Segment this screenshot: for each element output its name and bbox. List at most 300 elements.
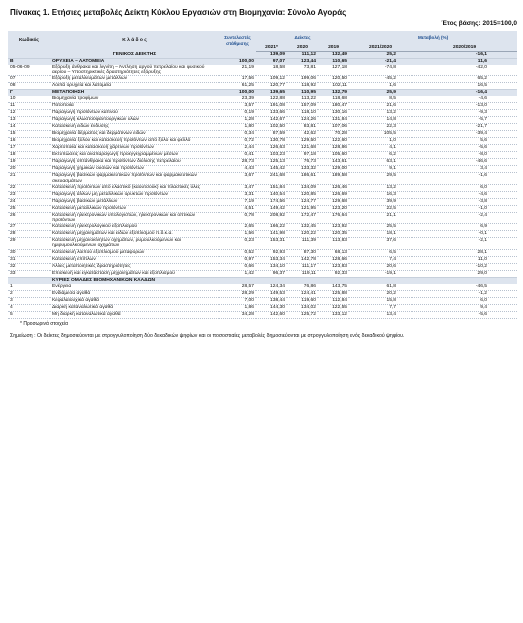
cell-sector: Εκτυπώσεις και αναπαραγωγή προεγγεγραμμένων μέσων — [50, 152, 219, 159]
cell-index-2020: 134,09 — [287, 184, 318, 191]
table-row — [8, 166, 517, 173]
cell-index-2019: 112,84 — [318, 297, 349, 304]
cell-weight: 3,31 — [219, 191, 256, 198]
cell-change-2020-2019: -10,2 — [412, 263, 517, 270]
cell-change-2021-2020: 61,8 — [349, 284, 412, 291]
cell-index-2019: 127,18 — [318, 65, 349, 76]
cell-sector: Κατασκευή μεταλλικών προϊόντων — [50, 205, 219, 212]
cell-code: 2 — [8, 290, 50, 297]
table-row — [8, 263, 517, 270]
cell-change-2020-2019: -5,6 — [412, 145, 517, 152]
cell-change-2021-2020: 1,6 — [349, 83, 412, 90]
header-2020-2019: 2020/2019 — [412, 44, 517, 52]
table-row — [8, 238, 517, 249]
cell-change-2020-2019: 11,0 — [412, 256, 517, 263]
cell-weight: 0,41 — [219, 152, 256, 159]
cell-index-2021: 139,65 — [256, 90, 287, 97]
cell-index-2021: 120,77 — [256, 83, 287, 90]
cell-change-2020-2019: -3,8 — [412, 198, 517, 205]
table-row — [8, 198, 517, 205]
cell-index-2020: 124,26 — [287, 117, 318, 124]
cell-code: 07 — [8, 76, 50, 83]
cell-sector: Λοιπά ορυχεία και λατομεία — [50, 83, 219, 90]
cell-sector: Κατασκευή μηχανοκίνητων οχημάτων, ρυμουλκούμενων και ημιρυμουλκούμενων οχημάτων — [50, 238, 219, 249]
cell-sector: Κατασκευή λοιπού εξοπλισμού μεταφορών — [50, 249, 219, 256]
cell-code: Γ — [8, 90, 50, 97]
cell-change-2021-2020: -45,2 — [349, 76, 412, 83]
cell-index-2021: 124,34 — [256, 284, 287, 291]
cell-code: 17 — [8, 145, 50, 152]
cell-index-2021: 102,50 — [256, 124, 287, 131]
cell-index-2019: 126,69 — [318, 191, 349, 198]
table-row — [8, 83, 517, 90]
cell-weight: 1,56 — [219, 231, 256, 238]
cell-sector: Παραγωγή κλωστοϋφαντουργικών υλών — [50, 117, 219, 124]
cell-code: 14 — [8, 124, 50, 131]
cell-sector: Κατασκευή ηλεκτρολογικού εξοπλισμού — [50, 224, 219, 231]
cell-index-2020: 118,92 — [287, 83, 318, 90]
cell-change-2020-2019: -0,1 — [412, 231, 517, 238]
cell-index-2020: 172,47 — [287, 212, 318, 223]
cell-sector: Βιομηχανία δέρματος και δερμάτινων ειδών — [50, 131, 219, 138]
cell-change-2021-2020: 21,1 — [349, 212, 412, 223]
cell-change-2020-2019: 5,6 — [412, 138, 517, 145]
cell-index-2020: 119,11 — [287, 270, 318, 277]
table-row — [8, 297, 517, 304]
cell-index-2019: 128,86 — [318, 145, 349, 152]
cell-change-2021-2020: 14,8 — [349, 117, 412, 124]
cell-index-2021: 92,93 — [256, 249, 287, 256]
cell-index-2021: 133,66 — [256, 110, 287, 117]
cell-sector: Εξόρυξη μεταλλευμάτων μετάλλων — [50, 76, 219, 83]
footnote: Σημείωση : Οι δείκτες δημοσιεύονται με στρογγυλοποίηση δύο δεκαδικών ψηφίων και οι ποσοστιαίες μεταβολές δημοσιεύονται με στρογγυλοποίηση ενός δεκαδικού ψηφίου. — [10, 333, 405, 339]
cell-weight: 34,28 — [219, 311, 256, 318]
cell-change-2020-2019: 16,5 — [412, 83, 517, 90]
cell-index-2021: 87,59 — [256, 131, 287, 138]
cell-code: 26 — [8, 212, 50, 223]
cell-change-2021-2020: 37,6 — [349, 238, 412, 249]
base-year: Έτος βάσης: 2015=100,0 — [441, 20, 517, 27]
cell-change-2020-2019: -16,4 — [412, 90, 517, 97]
cell-sector: Επισκευή και εγκατάσταση μηχανημάτων και εξοπλισμού — [50, 270, 219, 277]
cell-change-2020-2019: -2,4 — [412, 212, 517, 223]
cell-weight: 0,97 — [219, 256, 256, 263]
cell-sector: ΚΥΡΙΕΣ ΟΜΑΔΕΣ ΒΙΟΜΗΧΑΝΙΚΩΝ ΚΛΑΔΩΝ — [50, 277, 219, 284]
table-row — [8, 205, 517, 212]
cell-change-2021-2020: 25,9 — [349, 90, 412, 97]
cell-index-2019: 122,55 — [318, 304, 349, 311]
cell-index-2020: 111,39 — [287, 238, 318, 249]
cell-weight: 0,34 — [219, 131, 256, 138]
cell-index-2020: 132,45 — [287, 224, 318, 231]
cell-sector: Κατασκευή προϊόντων από ελαστικό (καουτσούκ) και πλαστικές ύλες — [50, 184, 219, 191]
cell-index-2019: 128,66 — [318, 256, 349, 263]
cell-code: 16 — [8, 138, 50, 145]
cell-weight: 0,19 — [219, 110, 256, 117]
cell-change-2020-2019: -1,2 — [412, 290, 517, 297]
cell-index-2019: 123,83 — [318, 263, 349, 270]
cell-change-2020-2019: 65,2 — [412, 76, 517, 83]
cell-change-2021-2020: 105,5 — [349, 131, 412, 138]
cell-sector: Παραγωγή οπτάνθρακα και προϊόντων διύλισης πετρελαίου — [50, 159, 219, 166]
cell-index-2020: 119,60 — [287, 297, 318, 304]
cell-change-2020-2019: -4,6 — [412, 96, 517, 103]
header-2020: 2020 — [287, 44, 318, 52]
cell-weight: 3,57 — [219, 103, 256, 110]
cell-sector: Κεφαλαιουχικά αγαθά — [50, 297, 219, 304]
cell-change-2021-2020: 20,6 — [349, 263, 412, 270]
cell-index-2021: 174,56 — [256, 198, 287, 205]
total-row — [8, 52, 517, 59]
cell-sector: ΜΕΤΑΠΟΙΗΣΗ — [50, 90, 219, 97]
cell-weight: 100,00 — [219, 90, 256, 97]
cell-index-2021: 96,37 — [256, 270, 287, 277]
cell-index-2020: 73,81 — [287, 65, 318, 76]
cell-weight — [219, 52, 256, 59]
cell-index-2021: 141,98 — [256, 231, 287, 238]
cell-code: 20 — [8, 166, 50, 173]
cell-index-2019: 122,60 — [318, 138, 349, 145]
table-row — [8, 290, 517, 297]
cell-change-2021-2020: 15,8 — [349, 297, 412, 304]
cell-weight: 28,73 — [219, 159, 256, 166]
cell-index-2019: 105,60 — [318, 152, 349, 159]
cell-index-2019: 126,46 — [318, 184, 349, 191]
cell-index-2019: 143,75 — [318, 284, 349, 291]
cell-code: 32 — [8, 263, 50, 270]
cell-weight: 0,66 — [219, 263, 256, 270]
cell-code: B — [8, 59, 50, 66]
cell-index-2021: 241,68 — [256, 173, 287, 184]
table-row — [8, 159, 517, 166]
cell-index-2021: 103,23 — [256, 152, 287, 159]
cell-index-2021: 142,60 — [256, 311, 287, 318]
table-body — [8, 52, 517, 319]
cell-sector: Κατασκευή επίπλων — [50, 256, 219, 263]
cell-change-2020-2019: 11,6 — [412, 59, 517, 66]
cell-weight: 1,42 — [219, 270, 256, 277]
cell-index-2021: 97,07 — [256, 59, 287, 66]
table-row — [8, 184, 517, 191]
cell-index-2019: 176,64 — [318, 212, 349, 223]
cell-change-2021-2020: 21,6 — [349, 103, 412, 110]
table-row — [8, 270, 517, 277]
cell-index-2021: 153,31 — [256, 238, 287, 249]
cell-index-2021: 122,88 — [256, 96, 287, 103]
table-row — [8, 124, 517, 131]
cell-index-2019: 132,49 — [318, 52, 349, 59]
table-row — [8, 145, 517, 152]
cell-weight: 2,65 — [219, 224, 256, 231]
cell-index-2019: 133,12 — [318, 311, 349, 318]
cell-index-2021: 109,12 — [256, 76, 287, 83]
cell-weight: 1,80 — [219, 124, 256, 131]
cell-index-2021: 166,22 — [256, 224, 287, 231]
cell-index-2019: 143,61 — [318, 159, 349, 166]
cell-weight: 4,51 — [219, 205, 256, 212]
cell-code: 33 — [8, 270, 50, 277]
cell-change-2020-2019: -16,1 — [412, 52, 517, 59]
cell-index-2020: 142,78 — [287, 256, 318, 263]
table-row — [8, 191, 517, 198]
cell-index-2019: 129,00 — [318, 166, 349, 173]
cell-change-2020-2019: -1,6 — [412, 173, 517, 184]
cell-weight: 28,29 — [219, 290, 256, 297]
cell-index-2019: 92,33 — [318, 270, 349, 277]
cell-sector: Βιομηχανία ξύλου και κατασκευή προϊόντων από ξύλο και φελλό — [50, 138, 219, 145]
cell-weight: 7,00 — [219, 297, 256, 304]
table-row — [8, 65, 517, 76]
cell-index-2021: 139,09 — [256, 52, 287, 59]
cell-weight: 0,78 — [219, 212, 256, 223]
cell-sector: Άλλες μεταποιητικές δραστηριότητες — [50, 263, 219, 270]
cell-change-2021-2020: 13,2 — [349, 110, 412, 117]
cell-code: 1 — [8, 284, 50, 291]
cell-weight: 1,28 — [219, 117, 256, 124]
header-changes: Μεταβολή (%) — [349, 31, 517, 44]
cell-change-2020-2019: 6,9 — [412, 224, 517, 231]
table-row — [8, 131, 517, 138]
table-row — [8, 117, 517, 124]
cell-index-2021: 191,08 — [256, 103, 287, 110]
cell-change-2020-2019: 29,0 — [412, 270, 517, 277]
cell-sector: Παραγωγή βασικών φαρμακευτικών προϊόντων και φαρμακευτικών σκευασμάτων — [50, 173, 219, 184]
cell-index-2020: 87,30 — [287, 249, 318, 256]
cell-code: 15 — [8, 131, 50, 138]
cell-code: 19 — [8, 159, 50, 166]
header-sector: Κ λ ά δ ο ς — [50, 31, 219, 52]
header-indices: Δείκτες — [256, 31, 349, 44]
table-row — [8, 103, 517, 110]
cell-index-2020: 97,18 — [287, 152, 318, 159]
cell-change-2020-2019: -4,6 — [412, 191, 517, 198]
cell-index-2021: 208,92 — [256, 212, 287, 223]
cell-code: 3 — [8, 297, 50, 304]
provisional-note: * Προσωρινά στοιχεία — [20, 321, 69, 327]
cell-index-2020: 121,95 — [287, 205, 318, 212]
cell-change-2021-2020: 4,1 — [349, 145, 412, 152]
cell-code: 24 — [8, 198, 50, 205]
cell-change-2021-2020: -21,4 — [349, 59, 412, 66]
cell-index-2020: 133,32 — [287, 166, 318, 173]
cell-code: 13 — [8, 117, 50, 124]
cell-change-2021-2020: 6,5 — [349, 249, 412, 256]
cell-index-2021: 18,58 — [256, 65, 287, 76]
cell-index-2021: 130,78 — [256, 138, 287, 145]
cell-weight: 23,39 — [219, 96, 256, 103]
cell-change-2021-2020: 25,2 — [349, 52, 412, 59]
cell-weight: 17,56 — [219, 76, 256, 83]
cell-index-2021: 125,13 — [256, 159, 287, 166]
cell-sector: Κατασκευή ειδών ένδυσης — [50, 124, 219, 131]
cell-index-2019: 107,06 — [318, 124, 349, 131]
cell-weight: 21,19 — [219, 65, 256, 76]
cell-code: 18 — [8, 152, 50, 159]
cell-sector: Διαρκή καταναλωτικά αγαθά — [50, 304, 219, 311]
cell-weight: 3,47 — [219, 184, 256, 191]
cell-change-2021-2020: 25,5 — [349, 224, 412, 231]
cell-code: 31 — [8, 256, 50, 263]
cell-sector: Βιομηχανία τροφίμων — [50, 96, 219, 103]
cell-index-2020: 111,17 — [287, 263, 318, 270]
cell-index-2019: 118,68 — [318, 96, 349, 103]
cell-code: 25 — [8, 205, 50, 212]
cell-index-2019: 129,68 — [318, 198, 349, 205]
cell-index-2021: 149,42 — [256, 205, 287, 212]
cell-sector: Ενδιάμεσα αγαθά — [50, 290, 219, 297]
cell-index-2019: 102,11 — [318, 83, 349, 90]
table-row — [8, 231, 517, 238]
cell-code: 12 — [8, 110, 50, 117]
cell-weight: 61,25 — [219, 83, 256, 90]
cell-sector: Εξόρυξη άνθρακα και λιγνίτη – Άντληση αργού πετρελαίου και φυσικού αερίου – Υποστηρικτικές δραστηριότητες εξόρυξης — [50, 65, 219, 76]
cell-weight: 4,43 — [219, 166, 256, 173]
cell-index-2020: 123,44 — [287, 59, 318, 66]
cell-code: 21 — [8, 173, 50, 184]
cell-change-2021-2020: 8,5 — [349, 96, 412, 103]
cell-code: 29 — [8, 238, 50, 249]
cell-weight: 2,44 — [219, 145, 256, 152]
cell-change-2021-2020: 39,9 — [349, 198, 412, 205]
cell-index-2019: 180,47 — [318, 103, 349, 110]
cell-change-2020-2019: -8,0 — [412, 152, 517, 159]
cell-index-2019: 70,28 — [318, 131, 349, 138]
table-title: Πίνακας 1. Ετήσιες μεταβολές Δείκτη Κύκλου Εργασιών στη Βιομηχανία: Σύνολο Αγοράς — [10, 8, 347, 17]
cell-index-2020: 199,06 — [287, 76, 318, 83]
cell-index-2020: 120,22 — [287, 231, 318, 238]
cell-index-2019: 125,88 — [318, 290, 349, 297]
cell-change-2021-2020: 18,1 — [349, 231, 412, 238]
cell-change-2021-2020: 22,3 — [349, 124, 412, 131]
cell-change-2020-2019: 28,1 — [412, 249, 517, 256]
header-2021: 2021* — [256, 44, 287, 52]
cell-change-2020-2019: -46,5 — [412, 284, 517, 291]
cell-sector: Ποτοποιία — [50, 103, 219, 110]
cell-change-2020-2019: 6,0 — [412, 184, 517, 191]
cell-change-2020-2019: -13,0 — [412, 103, 517, 110]
cell-index-2021: 142,67 — [256, 117, 287, 124]
cell-index-2019: 68,13 — [318, 249, 349, 256]
table-row — [8, 256, 517, 263]
cell-change-2020-2019: -42,0 — [412, 65, 517, 76]
cell-change-2020-2019: -2,1 — [412, 238, 517, 249]
cell-sector: Παραγωγή άλλων μη μεταλλικών ορυκτών προϊόντων — [50, 191, 219, 198]
cell-sector: Ενέργεια — [50, 284, 219, 291]
cell-index-2020: 157,09 — [287, 103, 318, 110]
header-2019: 2019 — [318, 44, 349, 52]
table-row — [8, 224, 517, 231]
cell-index-2020: 118,10 — [287, 110, 318, 117]
cell-index-2021: 144,30 — [256, 304, 287, 311]
cell-index-2020: 124,41 — [287, 290, 318, 297]
cell-index-2020: 120,85 — [287, 191, 318, 198]
cell-index-2020: 42,62 — [287, 131, 318, 138]
cell-change-2021-2020: 7,4 — [349, 256, 412, 263]
cell-sector: Παραγωγή προϊόντων καπνού — [50, 110, 219, 117]
cell-sector: Κατασκευή ηλεκτρονικών υπολογιστών, ηλεκτρονικών και οπτικών προϊόντων — [50, 212, 219, 223]
cell-index-2020: 121,68 — [287, 145, 318, 152]
cell-code: 27 — [8, 224, 50, 231]
cell-change-2021-2020: -74,8 — [349, 65, 412, 76]
cell-index-2020: 76,86 — [287, 284, 318, 291]
cell-code: 10 — [8, 96, 50, 103]
table-row — [8, 311, 517, 318]
cell-index-2021: 151,84 — [256, 184, 287, 191]
cell-weight: 7,19 — [219, 198, 256, 205]
cell-index-2019: 110,65 — [318, 59, 349, 66]
cell-change-2020-2019: -9,3 — [412, 110, 517, 117]
cell-sector: Παραγωγή βασικών μετάλλων — [50, 198, 219, 205]
cell-change-2021-2020: 9,1 — [349, 166, 412, 173]
cell-index-2021: 145,42 — [256, 166, 287, 173]
cell-weight: 0,52 — [219, 249, 256, 256]
cell-index-2019: 130,16 — [318, 110, 349, 117]
cell-index-2020: 110,95 — [287, 90, 318, 97]
cell-change-2020-2019: -21,7 — [412, 124, 517, 131]
cell-code — [8, 52, 50, 59]
header-code: Κωδικός — [8, 31, 50, 52]
cell-index-2020: 124,77 — [287, 198, 318, 205]
table-row — [8, 152, 517, 159]
cell-index-2020: 83,81 — [287, 124, 318, 131]
cell-change-2021-2020: 1,0 — [349, 138, 412, 145]
cell-index-2021: 134,10 — [256, 263, 287, 270]
cell-sector: Μη διαρκή καταναλωτικά αγαθά — [50, 311, 219, 318]
cell-weight: 0,23 — [219, 238, 256, 249]
cell-sector: Χαρτοποιία και κατασκευή χάρτινων προϊόντων — [50, 145, 219, 152]
cell-change-2020-2019: -1,0 — [412, 205, 517, 212]
cell-code: 08 — [8, 83, 50, 90]
cell-index-2021: 140,54 — [256, 191, 287, 198]
cell-change-2021-2020: 20,2 — [349, 290, 412, 297]
cell-weight: 100,00 — [219, 59, 256, 66]
cell-change-2020-2019: 9,4 — [412, 304, 517, 311]
table-row — [8, 249, 517, 256]
cell-index-2019: 131,84 — [318, 117, 349, 124]
cell-sector: Κατασκευή μηχανημάτων και ειδών εξοπλισμού π.δ.κ.α. — [50, 231, 219, 238]
table-row — [8, 110, 517, 117]
cell-index-2021: 149,53 — [256, 290, 287, 297]
turnover-index-table — [8, 31, 517, 319]
cell-index-2020: 125,72 — [287, 311, 318, 318]
cell-index-2020: 134,02 — [287, 304, 318, 311]
cell-code: 05-06-09 — [8, 65, 50, 76]
table-row — [8, 212, 517, 223]
cell-change-2020-2019: -39,4 — [412, 131, 517, 138]
cell-change-2021-2020: 63,1 — [349, 159, 412, 166]
cell-code: 22 — [8, 184, 50, 191]
cell-change-2021-2020: 13,4 — [349, 311, 412, 318]
table-row — [8, 304, 517, 311]
cell-index-2019: 120,35 — [318, 231, 349, 238]
cell-index-2019: 113,83 — [318, 238, 349, 249]
table-row — [8, 138, 517, 145]
table-row — [8, 76, 517, 83]
cell-index-2019: 132,79 — [318, 90, 349, 97]
cell-code: 5 — [8, 311, 50, 318]
cell-index-2021: 126,63 — [256, 145, 287, 152]
cell-change-2021-2020: 29,5 — [349, 173, 412, 184]
cell-change-2020-2019: -46,6 — [412, 159, 517, 166]
cell-weight: 28,57 — [219, 284, 256, 291]
cell-code: 28 — [8, 231, 50, 238]
cell-change-2020-2019: -5,7 — [412, 117, 517, 124]
cell-change-2021-2020: -19,1 — [349, 270, 412, 277]
cell-index-2019: 123,20 — [318, 205, 349, 212]
cell-index-2019: 123,92 — [318, 224, 349, 231]
cell-index-2021: 138,44 — [256, 297, 287, 304]
cell-sector: Παραγωγή χημικών ουσιών και προϊόντων — [50, 166, 219, 173]
